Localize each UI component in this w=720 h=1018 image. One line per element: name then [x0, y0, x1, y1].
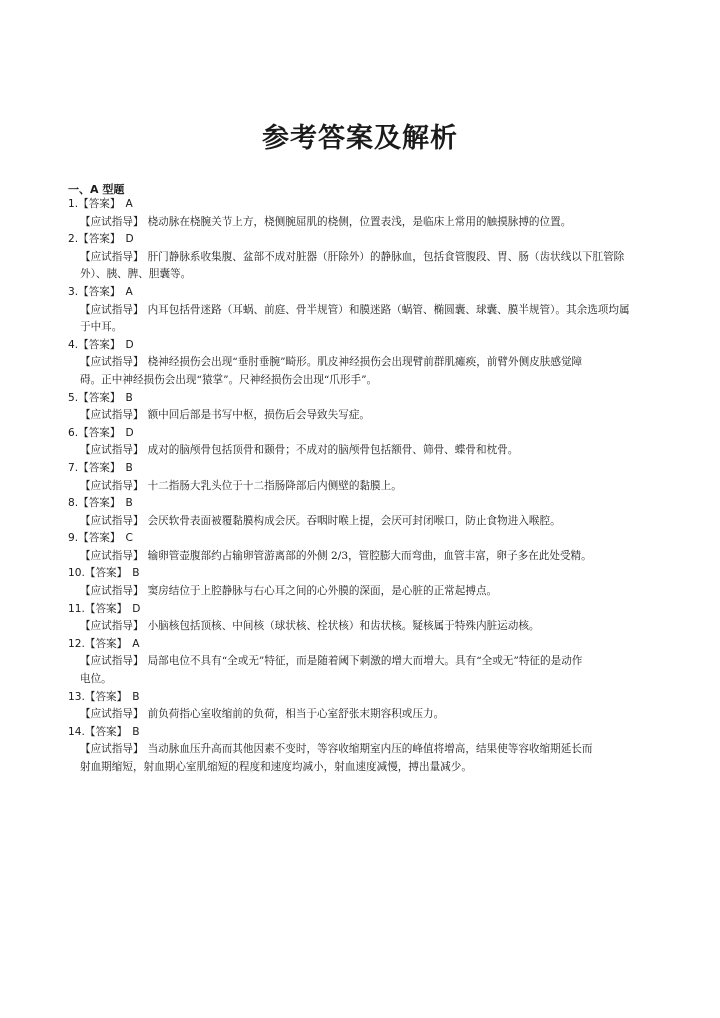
guide-tag: 【应试指导】	[80, 250, 144, 263]
guide-tag: 【应试指导】	[80, 356, 144, 369]
guide-tag: 【应试指导】	[80, 708, 144, 721]
answer-item	[68, 724, 674, 777]
guide-line	[68, 548, 674, 566]
question-number: 6.	[68, 426, 79, 439]
guide-line	[68, 442, 674, 460]
guide-text: 肝门静脉系收集腹、盆部不成对脏器（肝除外）的静脉血，包括食管腹段、胃、肠（齿状线以下肛管除	[147, 250, 625, 263]
answer-item	[68, 601, 674, 636]
guide-tag: 【应试指导】	[80, 409, 144, 422]
guide-text: 内耳包括骨迷路（耳蜗、前庭、骨半规管）和膜迷路（蜗管、椭圆囊、球囊、膜半规管）。其余选项均属	[147, 303, 630, 316]
guide-text: 输卵管壶腹部约占输卵管游离部的外侧 2/3，管腔膨大而弯曲，血管丰富，卵子多在此处受精。	[147, 549, 592, 562]
guide-text: 于中耳。	[80, 321, 123, 334]
answer-line	[68, 231, 674, 249]
answer-value: A	[125, 285, 133, 298]
answer-item	[68, 425, 674, 460]
guide-line	[68, 741, 674, 759]
guide-tag: 【应试指导】	[80, 585, 144, 598]
answer-value: B	[132, 690, 140, 703]
answer-line	[68, 565, 674, 583]
answer-item	[68, 565, 674, 600]
answer-line	[68, 530, 674, 548]
question-number: 3.	[68, 285, 79, 298]
answer-value: D	[125, 338, 134, 351]
answer-value: B	[125, 391, 133, 404]
guide-line	[68, 407, 674, 425]
answer-line	[68, 495, 674, 513]
answer-tag: 【答案】	[78, 426, 121, 439]
answer-tag: 【答案】	[78, 461, 121, 474]
guide-tag: 【应试指导】	[80, 303, 144, 316]
answer-item	[68, 390, 674, 425]
answer-tag: 【答案】	[84, 637, 128, 650]
answer-list	[68, 196, 674, 777]
guide-continuation	[68, 372, 674, 390]
guide-text: 桡动脉在桡腕关节上方，桡侧腕屈肌的桡侧，位置表浅，是临床上常用的触摸脉搏的位置。	[147, 215, 572, 228]
guide-line	[68, 583, 674, 601]
question-number: 2.	[68, 233, 79, 246]
answer-line	[68, 390, 674, 408]
guide-text: 前负荷指心室收缩前的负荷，相当于心室舒张末期容积或压力。	[147, 708, 445, 721]
answer-value: A	[132, 637, 140, 650]
page-title: 参考答案及解析	[262, 123, 458, 154]
guide-text: 电位。	[80, 673, 112, 686]
guide-text: 十二指肠大乳头位于十二指肠降部后内侧壁的黏膜上。	[147, 479, 402, 492]
answer-value: B	[125, 461, 133, 474]
guide-line	[68, 653, 674, 671]
guide-line	[68, 249, 674, 267]
answer-item	[68, 196, 674, 231]
answer-tag: 【答案】	[84, 567, 128, 580]
answer-item	[68, 284, 674, 337]
answer-item	[68, 530, 674, 565]
guide-text: 会厌软骨表面被覆黏膜构成会厌。吞咽时喉上提，会厌可封闭喉口，防止食物进入喉腔。	[147, 514, 561, 527]
answer-tag: 【答案】	[78, 233, 121, 246]
question-number: 12.	[68, 637, 85, 650]
answer-tag: 【答案】	[78, 391, 121, 404]
answer-item	[68, 636, 674, 689]
guide-tag: 【应试指导】	[80, 514, 144, 527]
guide-line	[68, 618, 674, 636]
answer-line	[68, 460, 674, 478]
question-number: 8.	[68, 497, 79, 510]
guide-text: 外）、胰、脾、胆囊等。	[80, 268, 192, 281]
question-number: 4.	[68, 338, 79, 351]
guide-text: 小脑核包括顶核、中间核（球状核、栓状核）和齿状核。疑核属于特殊内脏运动核。	[147, 620, 540, 633]
answer-value: B	[132, 725, 140, 738]
guide-text: 额中回后部是书写中枢，损伤后会导致失写症。	[147, 409, 371, 422]
guide-text: 当动脉血压升高而其他因素不变时，等容收缩期室内压的峰值将增高，结果使等容收缩期延长而	[147, 743, 593, 756]
guide-text: 成对的脑颅骨包括顶骨和颞骨；不成对的脑颅骨包括额骨、筛骨、蝶骨和枕骨。	[147, 444, 519, 457]
guide-continuation	[68, 319, 674, 337]
guide-text: 碍。正中神经损伤会出现“猿掌”。尺神经损伤会出现“爪形手”。	[80, 373, 378, 386]
guide-text: 射血期缩短，射血期心室肌缩短的程度和速度均减小，射血速度减慢，搏出量减少。	[80, 761, 472, 773]
answer-line	[68, 689, 674, 707]
guide-line	[68, 214, 674, 232]
question-number: 9.	[68, 532, 79, 545]
guide-tag: 【应试指导】	[80, 743, 144, 756]
answer-item	[68, 460, 674, 495]
answer-line	[68, 724, 674, 742]
answer-line	[68, 284, 674, 302]
answer-value: B	[132, 567, 140, 580]
guide-text: 桡神经损伤会出现“垂肘垂腕”畸形。肌皮神经损伤会出现臂前群肌瘫痪，前臂外侧皮肤感觉障	[147, 356, 583, 369]
guide-line	[68, 302, 674, 320]
guide-tag: 【应试指导】	[80, 655, 144, 668]
guide-continuation	[68, 266, 674, 284]
answer-line	[68, 425, 674, 443]
answer-tag: 【答案】	[84, 725, 128, 738]
answer-item	[68, 337, 674, 390]
guide-text: 局部电位不具有“全或无”特征，而是随着阈下刺激的增大而增大。具有“全或无”特征的是动作	[147, 655, 583, 668]
answer-item	[68, 495, 674, 530]
answer-value: D	[125, 426, 134, 439]
answer-item	[68, 231, 674, 284]
guide-line	[68, 478, 674, 496]
question-number: 7.	[68, 461, 79, 474]
question-number: 11.	[68, 602, 85, 615]
answer-line	[68, 196, 674, 214]
guide-tag: 【应试指导】	[80, 215, 144, 228]
answer-tag: 【答案】	[84, 690, 128, 703]
guide-line	[68, 513, 674, 531]
answer-value: C	[125, 532, 133, 545]
answer-value: A	[125, 198, 133, 210]
answer-tag: 【答案】	[84, 602, 128, 615]
guide-tag: 【应试指导】	[80, 479, 144, 492]
guide-continuation	[68, 759, 674, 777]
answer-tag: 【答案】	[78, 338, 121, 351]
guide-line	[68, 354, 674, 372]
answer-value: D	[132, 602, 141, 615]
section-heading: 一、A 型题	[68, 183, 125, 196]
guide-tag: 【应试指导】	[80, 549, 144, 562]
question-number: 1.	[68, 198, 79, 210]
guide-continuation	[68, 671, 674, 689]
guide-text: 窦房结位于上腔静脉与右心耳之间的心外膜的深面，是心脏的正常起搏点。	[147, 585, 498, 598]
question-number: 13.	[68, 690, 85, 703]
answer-line	[68, 636, 674, 654]
answer-tag: 【答案】	[78, 532, 121, 545]
answer-line	[68, 601, 674, 619]
answer-item	[68, 689, 674, 724]
answer-tag: 【答案】	[78, 285, 121, 298]
guide-tag: 【应试指导】	[80, 444, 144, 457]
answer-value: D	[125, 233, 134, 246]
answer-tag: 【答案】	[78, 198, 121, 210]
question-number: 10.	[68, 567, 85, 580]
answer-line	[68, 337, 674, 355]
answer-tag: 【答案】	[78, 497, 121, 510]
answer-value: B	[125, 497, 133, 510]
question-number: 5.	[68, 391, 79, 404]
guide-tag: 【应试指导】	[80, 620, 144, 633]
guide-line	[68, 706, 674, 724]
question-number: 14.	[68, 725, 85, 738]
